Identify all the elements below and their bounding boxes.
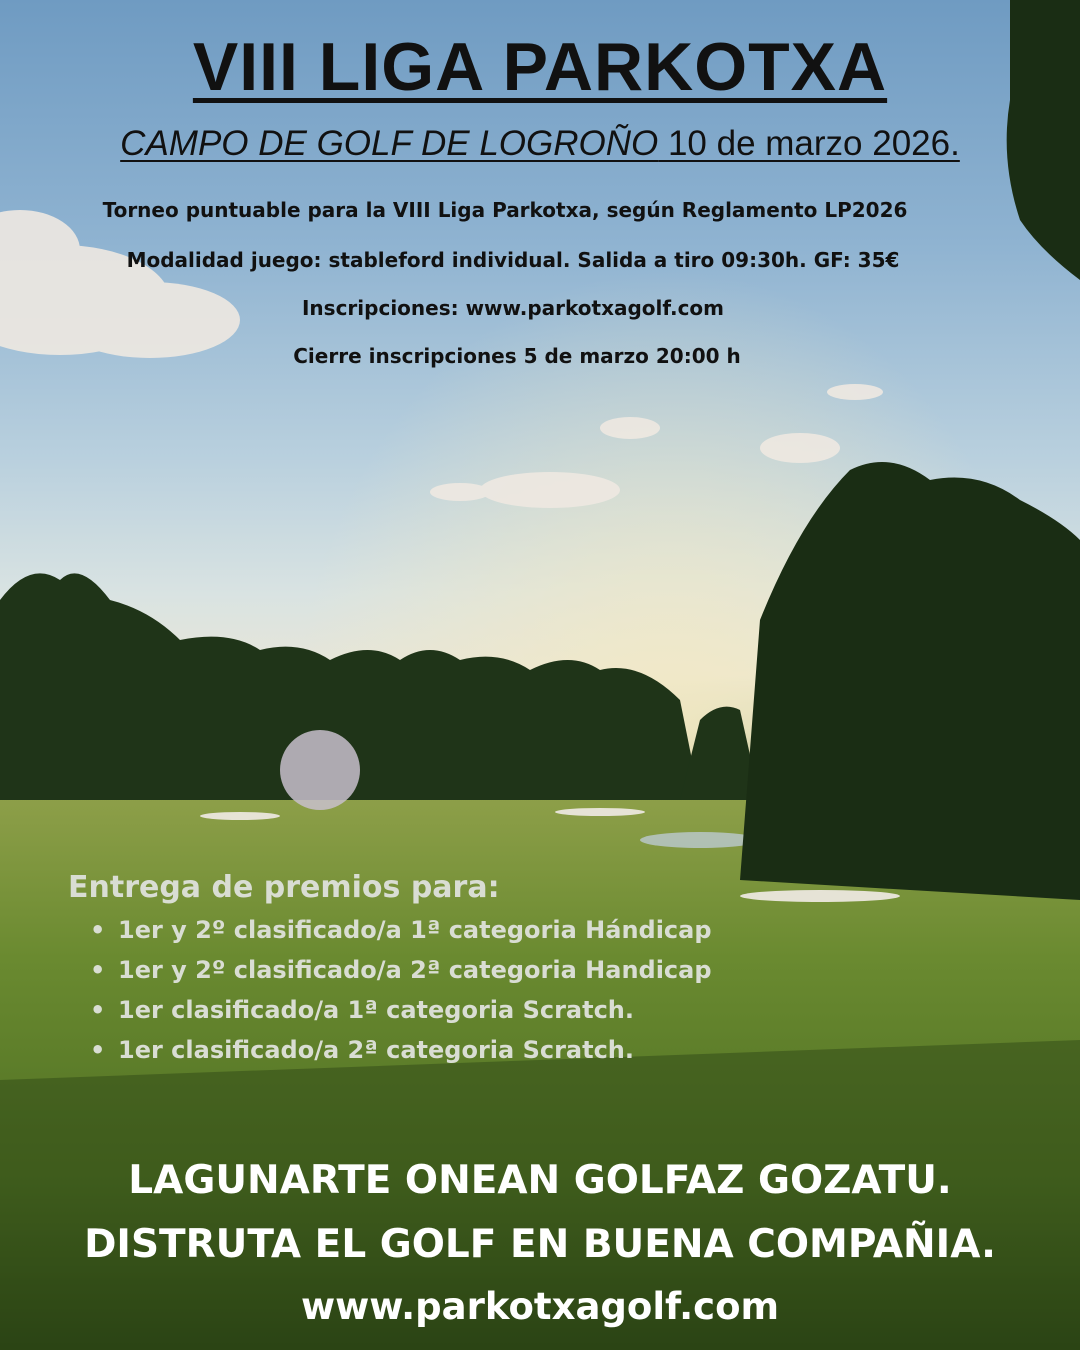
bullet-icon: • (90, 956, 106, 984)
prize-text: 1er clasificado/a 1ª categoria Scratch. (118, 996, 635, 1024)
prizes-heading: Entrega de premios para: (68, 870, 500, 905)
slogan-spanish: DISTRUTA EL GOLF EN BUENA COMPAÑIA. (84, 1222, 996, 1267)
prizes-list (68, 917, 712, 1063)
bullet-icon: • (90, 996, 106, 1024)
prizes-section (68, 870, 712, 1077)
prize-item (90, 1037, 712, 1063)
event-date: 10 de marzo 2026. (658, 124, 960, 163)
prize-item (90, 917, 712, 943)
prize-text: 1er y 2º clasificado/a 1ª categoria Hándicap (118, 916, 712, 944)
event-subtitle (0, 124, 1080, 164)
info-line-registration: Inscripciones: www.parkotxagolf.com (301, 296, 725, 320)
poster-title (0, 28, 1080, 106)
slogan-basque: LAGUNARTE ONEAN GOLFAZ GOZATU. (128, 1158, 952, 1203)
info-line-deadline: Cierre inscripciones 5 de marzo 20:00 h (293, 344, 741, 368)
website-link[interactable]: www.parkotxagolf.com (300, 1285, 780, 1328)
prize-text: 1er clasificado/a 2ª categoria Scratch. (118, 1036, 635, 1064)
bullet-icon: • (90, 1036, 106, 1064)
poster-title-text: VIII LIGA PARKOTXA (192, 29, 888, 105)
prize-item (90, 957, 712, 983)
prize-text: 1er y 2º clasificado/a 2ª categoria Handicap (118, 956, 712, 984)
bullet-icon: • (90, 916, 106, 944)
prize-item (90, 997, 712, 1023)
info-line-format: Modalidad juego: stableford individual. Salida a tiro 09:30h. GF: 35€ (126, 248, 900, 272)
info-line-scoring: Torneo puntuable para la VIII Liga Parkotxa, según Reglamento LP2026 (102, 198, 908, 222)
event-subtitle-underline (120, 124, 960, 163)
course-name: CAMPO DE GOLF DE LOGROÑO (120, 124, 659, 163)
